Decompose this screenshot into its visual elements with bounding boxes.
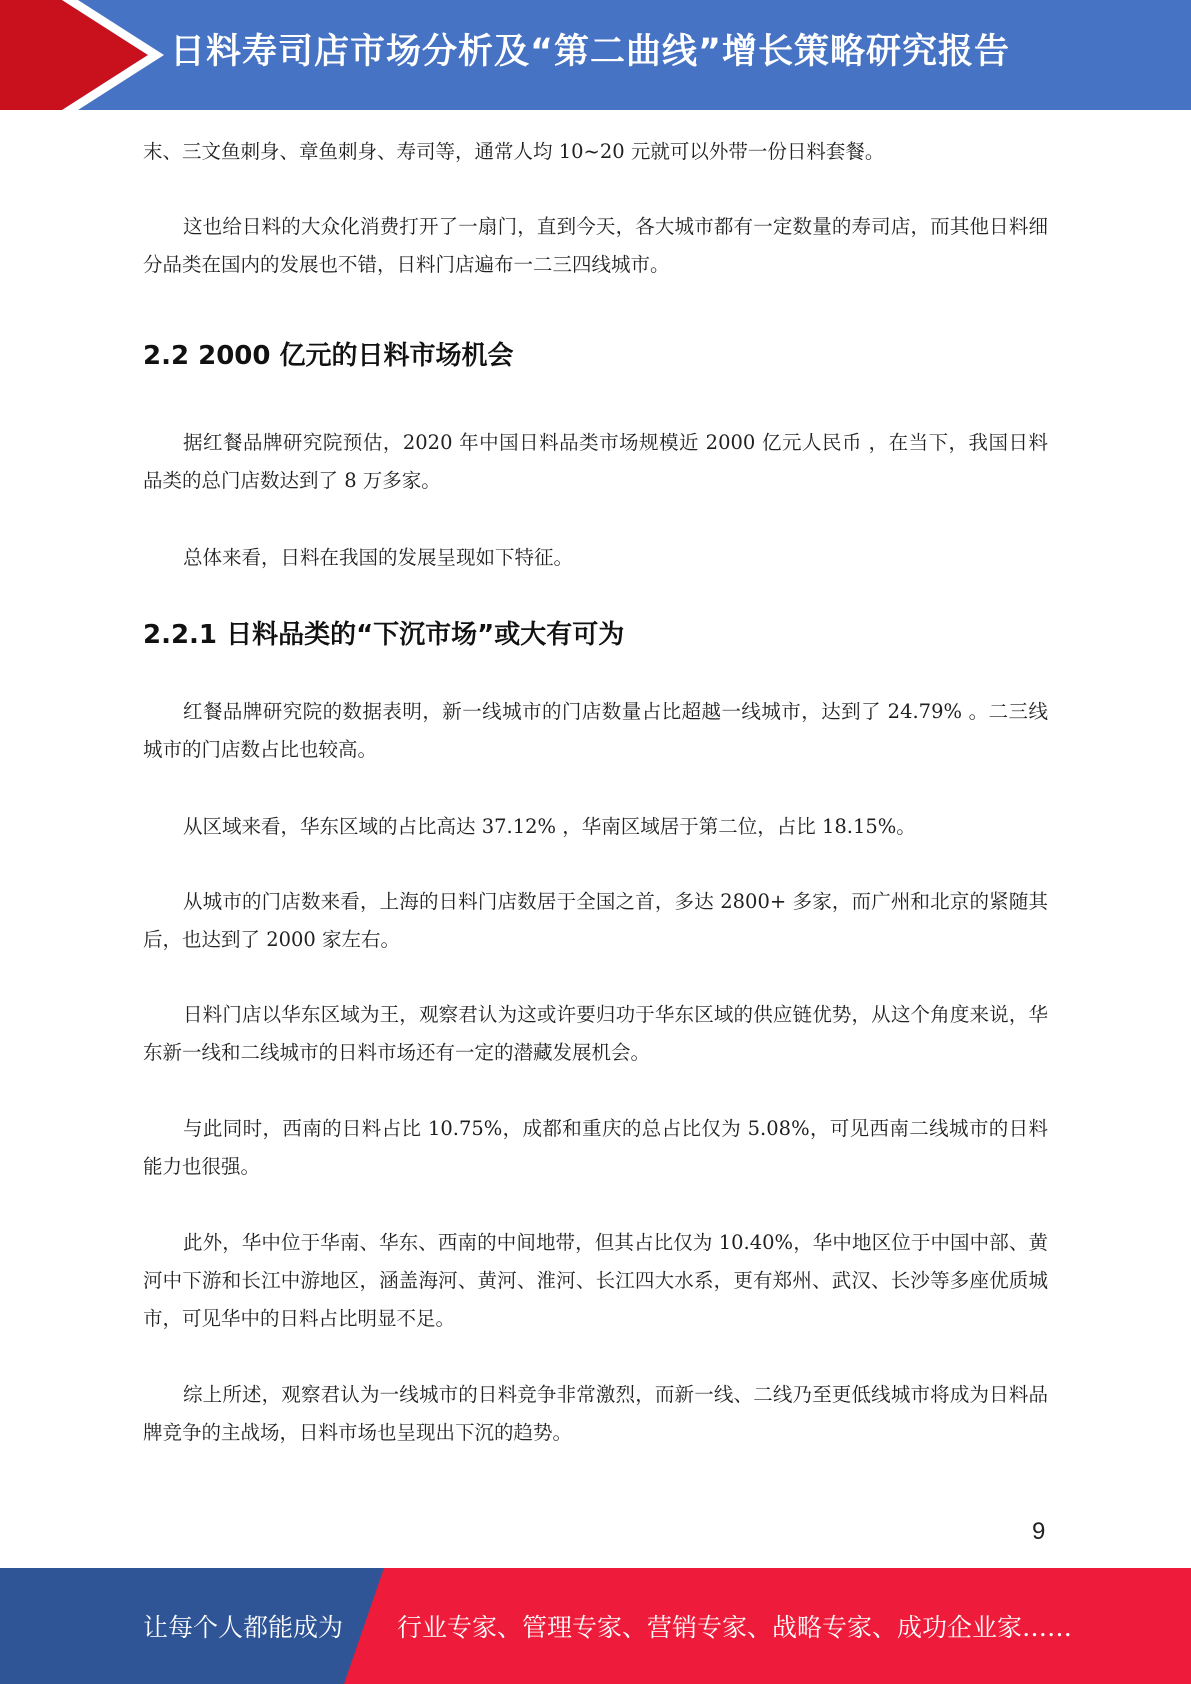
header-banner (0, 0, 1191, 110)
paragraph: 综上所述，观察君认为一线城市的日料竞争非常激烈，而新一线、二线乃至更低线城市将成为日料品牌竞争的主战场，日料市场也呈现出下沉的趋势。 (143, 1383, 1048, 1444)
subsection-heading: 2.2.1 日料品类的“下沉市场”或大有可为 (143, 620, 625, 650)
chevron-decoration (0, 0, 170, 110)
report-title: 日料寿司店市场分析及“第二曲线”增长策略研究报告 (170, 32, 1011, 72)
footer-slogan-left: 让每个人都能成为 (143, 1613, 344, 1642)
paragraph: 日料门店以华东区域为王，观察君认为这或许要归功于华东区域的供应链优势，从这个角度来说，华东新一线和二线城市的日料市场还有一定的潜藏发展机会。 (143, 1003, 1048, 1064)
paragraph: 据红餐品牌研究院预估，2020 年中国日料品类市场规模近 2000 亿元人民币 ，在当下，我国日料品类的总门店数达到了 8 万多家。 (143, 431, 1048, 492)
paragraph: 红餐品牌研究院的数据表明，新一线城市的门店数量占比超越一线城市，达到了 24.79% 。二三线城市的门店数占比也较高。 (143, 700, 1048, 761)
paragraph: 末、三文鱼刺身、章鱼刺身、寿司等，通常人均 10~20 元就可以外带一份日料套餐。 (143, 140, 885, 163)
footer-slogan-right: 行业专家、管理专家、营销专家、战略专家、成功企业家…… (397, 1613, 1073, 1642)
paragraph: 这也给日料的大众化消费打开了一扇门，直到今天，各大城市都有一定数量的寿司店，而其他日料细分品类在国内的发展也不错，日料门店遍布一二三四线城市。 (143, 215, 1048, 276)
section-heading: 2.2 2000 亿元的日料市场机会 (143, 341, 514, 371)
paragraph: 从区域来看，华东区域的占比高达 37.12% ，华南区域居于第二位，占比 18.15%。 (183, 815, 916, 838)
paragraph: 此外，华中位于华南、华东、西南的中间地带，但其占比仅为 10.40%，华中地区位于中国中部、黄河中下游和长江中游地区，涵盖海河、黄河、淮河、长江四大水系，更有郑州、武汉、长沙等多座优质城市，可见华中的日料占比明显不足。 (143, 1231, 1048, 1330)
paragraph: 与此同时，西南的日料占比 10.75%，成都和重庆的总占比仅为 5.08%，可见西南二线城市的日料能力也很强。 (143, 1117, 1048, 1178)
footer-banner (0, 1568, 1191, 1684)
page-number: 9 (1032, 1518, 1046, 1545)
paragraph: 从城市的门店数来看，上海的日料门店数居于全国之首，多达 2800+ 多家，而广州和北京的紧随其后，也达到了 2000 家左右。 (143, 890, 1048, 951)
paragraph: 总体来看，日料在我国的发展呈现如下特征。 (183, 546, 574, 569)
